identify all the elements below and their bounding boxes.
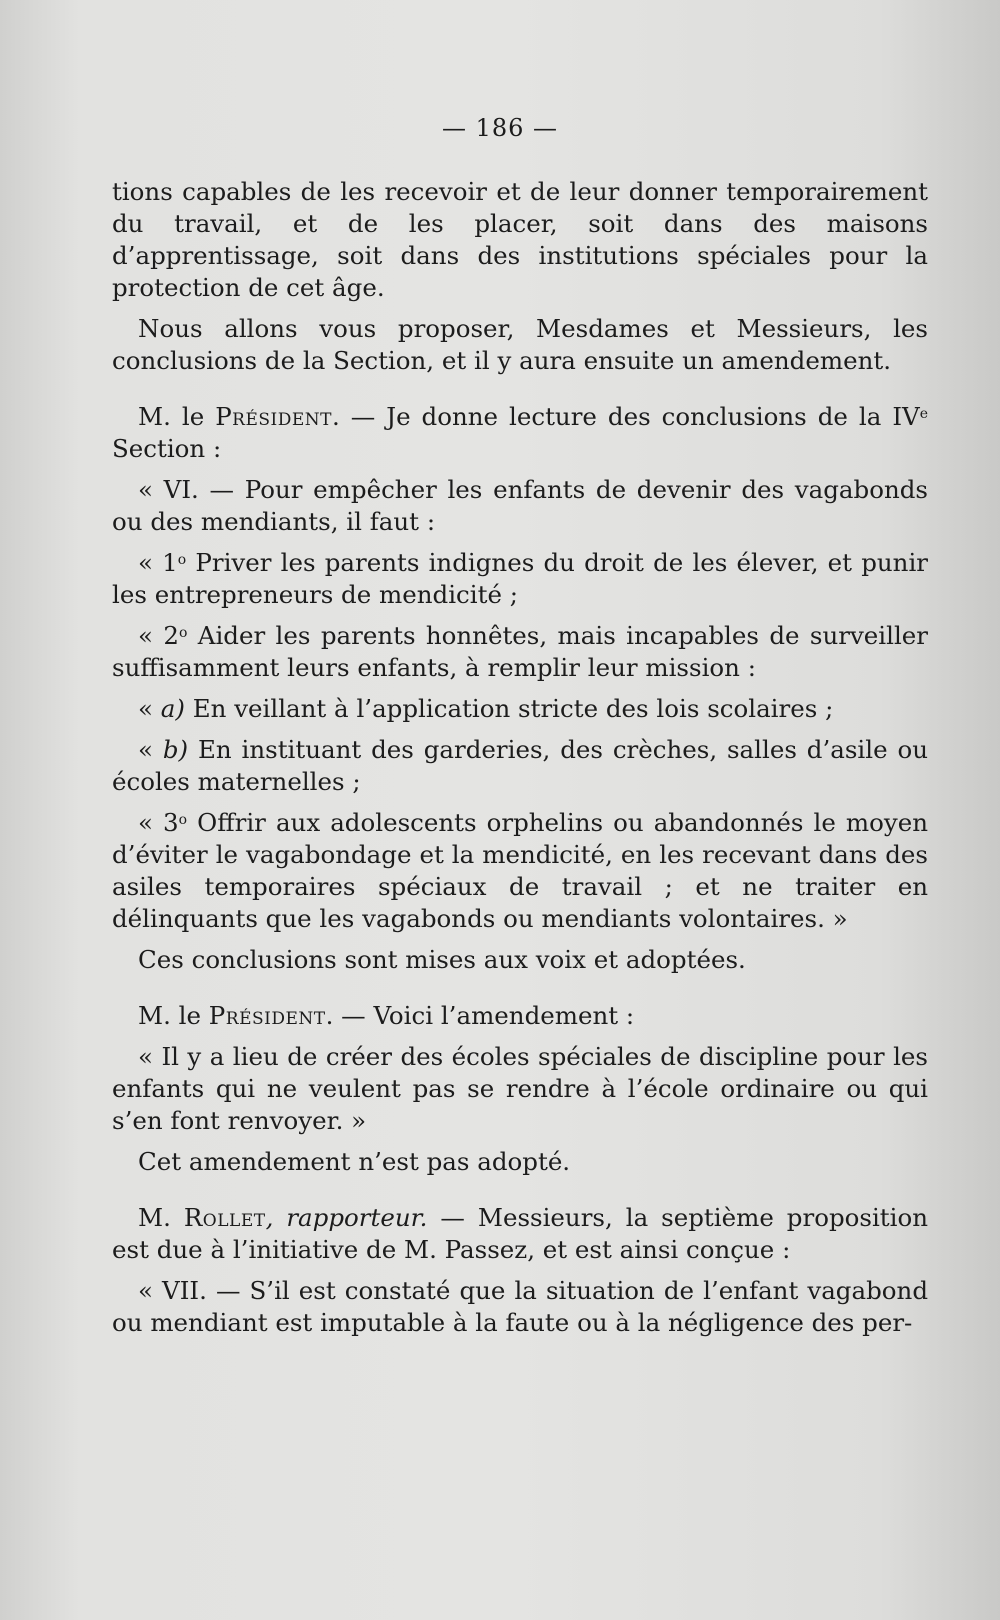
paragraph-amendment-rejected: Cet amendement n’est pas adopté.	[138, 1147, 571, 1176]
paragraph-item-2: « 2$^o$ Aider les parents honnêtes, mais incapables de surveiller suffisamment leurs enfants, à remplir leur mission :	[112, 621, 929, 682]
page-number: — 186 —	[441, 114, 559, 142]
paragraph-item-1: « 1$^o$ Priver les parents indignes du droit de les élever, et punir les entrepreneurs de mendicité ;	[112, 548, 928, 609]
paragraph-rapporteur: M. Rollet, rapporteur. — Messieurs, la septième proposition est due à l’initiative de M. Passez, et est ainsi conçue :	[112, 1203, 929, 1264]
paragraph-item-3: « 3$^o$ Offrir aux adolescents orphelins ou abandonnés le moyen d’éviter le vagabondage et la mendicité, en les recevant dans des asiles temporaires spéciaux de travail ; et ne traiter en délinquants que les vagabonds ou mendiants volontaires. »	[112, 808, 928, 933]
paragraph-vote-adopted: Ces conclusions sont mises aux voix et adoptées.	[138, 945, 746, 974]
paragraph-amendment-text: « Il y a lieu de créer des écoles spéciales de discipline pour les enfants qui ne veulent pas se rendre à l’école ordinaire ou qui s’en font renvoyer. »	[112, 1042, 928, 1135]
speaker-name: Président	[215, 402, 332, 431]
speaker-name: Rollet	[183, 1203, 266, 1232]
paragraph-item-b: « b) En instituant des garderies, des crèches, salles d’asile ou écoles maternelles ;	[112, 735, 928, 796]
paragraph-proposal-vii: « VII. — S’il est constaté que la situation de l’enfant vagabond ou mendiant est imputable à la faute ou à la négligence des per-	[112, 1276, 928, 1337]
paragraph-president-reading: M. le Président. — Je donne lecture des conclusions de la IVe Section :	[112, 402, 928, 463]
paragraph-conclusion-vi: « VI. — Pour empêcher les enfants de devenir des vagabonds ou des mendiants, il faut :	[112, 475, 928, 536]
paragraph-president-amendment: M. le Président. — Voici l’amendement :	[138, 1001, 635, 1030]
speaker-name: Président	[208, 1001, 326, 1030]
body-text	[112, 176, 928, 1348]
paragraph-continuation: tions capables de les recevoir et de leur donner temporairement du travail, et de les placer, soit dans des maisons d’apprentissage, soit dans des institutions spéciales pour la protection de cet âge.	[112, 177, 928, 302]
paragraph-item-a: « a) En veillant à l’application stricte des lois scolaires ;	[138, 694, 834, 723]
paragraph-proposal-intro: Nous allons vous proposer, Mesdames et Messieurs, les conclusions de la Section, et il y aura ensuite un amendement.	[112, 314, 928, 375]
